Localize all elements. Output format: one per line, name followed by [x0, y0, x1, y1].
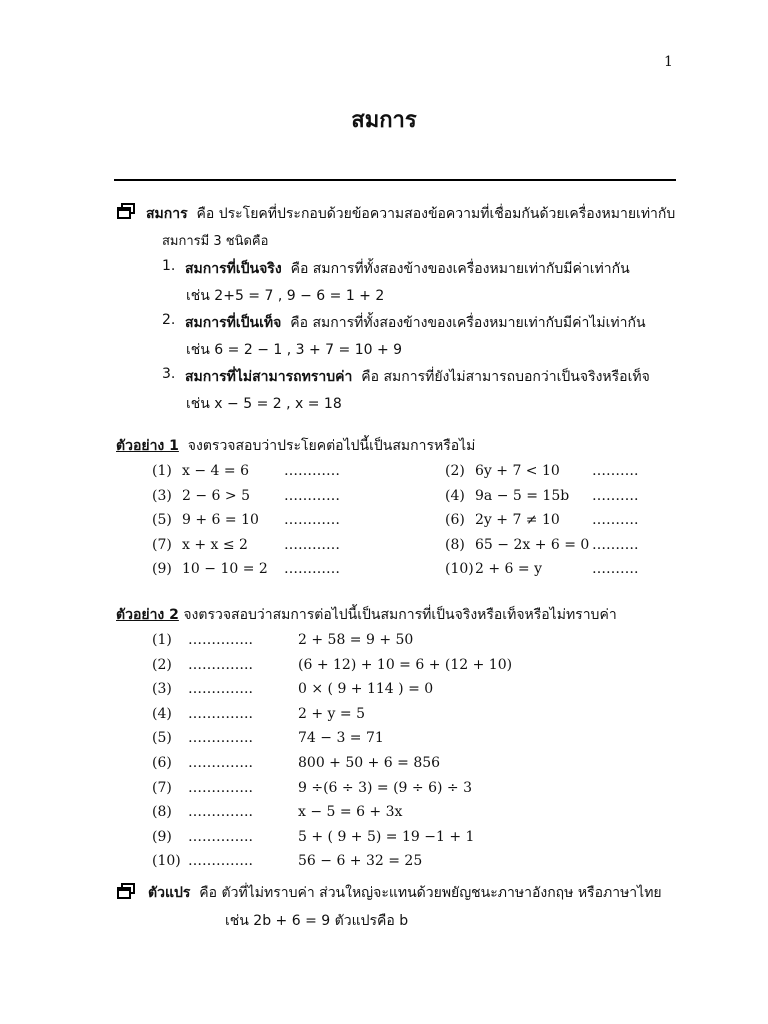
type-number: 2. [162, 312, 176, 328]
example2-item-answer-blank: ………….. [188, 656, 253, 673]
example1-item-number: (1) [152, 463, 172, 479]
type-example: เช่น x − 5 = 2 , x = 18 [186, 396, 342, 412]
type-desc: คือ สมการที่ทั้งสองข้างของเครื่องหมายเท่ากับมีค่าไม่เท่ากัน [290, 315, 646, 331]
example2-text: จงตรวจสอบว่าสมการต่อไปนี้เป็นสมการที่เป็นจริงหรือเท็จหรือไม่ทราบค่า [183, 607, 617, 623]
example1-item-answer-blank: ………. [592, 561, 639, 577]
definition-line [146, 203, 675, 225]
type-line [185, 312, 646, 334]
example2-item-number: (8) [152, 804, 172, 821]
example1-item-answer-blank: ………… [284, 463, 340, 479]
example1-item-answer-blank: ………… [284, 488, 340, 504]
example1-item-number: (4) [445, 488, 465, 504]
type-term: สมการที่เป็นเท็จ [185, 315, 282, 331]
example2-item-answer-blank: ………….. [188, 828, 253, 845]
example1-item-answer-blank: ………… [284, 561, 340, 577]
variable-line [148, 882, 662, 904]
variable-text: คือ ตัวที่ไม่ทราบค่า ส่วนใหญ่จะแทนด้วยพยัญชนะภาษาอังกฤษ หรือภาษาไทย [199, 885, 662, 901]
example2-item-expression: x − 5 = 6 + 3x [298, 804, 403, 821]
title-divider [114, 179, 676, 181]
example2-label: ตัวอย่าง 2 [116, 607, 179, 623]
example2-item-expression: (6 + 12) + 10 = 6 + (12 + 10) [298, 656, 513, 673]
example1-item-expression: 2 − 6 > 5 [182, 488, 250, 504]
example1-item-number: (10) [445, 561, 474, 577]
example1-item-answer-blank: ………. [592, 537, 639, 553]
example1-item-number: (9) [152, 561, 172, 577]
example2-item-answer-blank: ………….. [188, 632, 253, 648]
example1-item-answer-blank: ………. [592, 488, 639, 504]
window-bullet-icon [116, 883, 136, 899]
example1-item-expression: 6y + 7 < 10 [475, 463, 560, 479]
example2-item-expression: 2 + 58 = 9 + 50 [298, 632, 414, 648]
variable-example: เช่น 2b + 6 = 9 ตัวแปรคือ b [225, 913, 409, 929]
example1-item-number: (2) [445, 463, 465, 479]
example2-item-answer-blank: ………….. [188, 853, 253, 870]
example2-item-number: (4) [152, 705, 172, 722]
example2-item-expression: 800 + 50 + 6 = 856 [298, 755, 441, 771]
type-term: สมการที่เป็นจริง [185, 261, 282, 277]
page-title: สมการ [351, 108, 417, 133]
example1-item-answer-blank: ………… [284, 512, 340, 528]
page-number: 1 [664, 54, 673, 70]
example1-item-expression: 9 + 6 = 10 [182, 512, 259, 528]
example2-item-number: (1) [152, 632, 172, 648]
type-line [185, 366, 650, 388]
type-desc: คือ สมการที่ทั้งสองข้างของเครื่องหมายเท่ากับมีค่าเท่ากัน [290, 261, 630, 277]
example2-item-answer-blank: ………….. [188, 755, 253, 771]
definition-term: สมการ [146, 206, 188, 222]
variable-term: ตัวแปร [148, 885, 191, 901]
example2-item-number: (10) [152, 853, 181, 870]
example1-item-number: (3) [152, 488, 172, 504]
example2-item-answer-blank: ………….. [188, 705, 253, 722]
example2-item-expression: 2 + y = 5 [298, 705, 365, 722]
example2-heading [116, 604, 617, 626]
example2-item-answer-blank: ………….. [188, 730, 253, 747]
example1-item-expression: x + x ≤ 2 [182, 537, 248, 553]
example2-item-number: (9) [152, 828, 172, 845]
type-number: 1. [162, 258, 176, 274]
example1-item-answer-blank: ………. [592, 512, 639, 528]
type-example: เช่น 2+5 = 7 , 9 − 6 = 1 + 2 [186, 288, 385, 304]
example2-item-expression: 56 − 6 + 32 = 25 [298, 853, 423, 870]
example2-item-answer-blank: ………….. [188, 804, 253, 821]
window-bullet-icon [116, 203, 136, 219]
example2-item-expression: 5 + ( 9 + 5) = 19 −1 + 1 [298, 828, 475, 845]
type-line [185, 258, 630, 280]
example1-item-number: (5) [152, 512, 172, 528]
example1-item-expression: 2 + 6 = y [475, 561, 542, 577]
example1-item-expression: 10 − 10 = 2 [182, 561, 268, 577]
example1-label: ตัวอย่าง 1 [116, 438, 179, 454]
types-intro: สมการมี 3 ชนิดคือ [162, 234, 269, 249]
example2-item-number: (7) [152, 779, 172, 796]
example1-text: จงตรวจสอบว่าประโยคต่อไปนี้เป็นสมการหรือไม่ [187, 438, 476, 454]
example1-item-number: (6) [445, 512, 465, 528]
example1-item-expression: 9a − 5 = 15b [475, 488, 570, 504]
example1-item-answer-blank: ………… [284, 537, 340, 553]
example2-item-answer-blank: ………….. [188, 681, 253, 698]
example1-item-number: (7) [152, 537, 172, 553]
example2-item-expression: 9 ÷(6 ÷ 3) = (9 ÷ 6) ÷ 3 [298, 779, 472, 796]
type-example: เช่น 6 = 2 − 1 , 3 + 7 = 10 + 9 [186, 342, 403, 358]
example2-item-number: (6) [152, 755, 172, 771]
type-number: 3. [162, 366, 176, 382]
example2-item-answer-blank: ………….. [188, 779, 253, 796]
example2-item-expression: 74 − 3 = 71 [298, 730, 384, 747]
type-desc: คือ สมการที่ยังไม่สามารถบอกว่าเป็นจริงหรือเท็จ [361, 369, 650, 385]
definition-text: คือ ประโยคที่ประกอบด้วยข้อความสองข้อความที่เชื่อมกันด้วยเครื่องหมายเท่ากับ [196, 206, 676, 222]
example2-item-number: (5) [152, 730, 172, 747]
example1-item-expression: x − 4 = 6 [182, 463, 249, 479]
example1-item-expression: 2y + 7 ≠ 10 [475, 512, 560, 528]
example2-item-number: (3) [152, 681, 172, 698]
example2-item-expression: 0 × ( 9 + 114 ) = 0 [298, 681, 434, 698]
example1-heading [116, 435, 475, 457]
example1-item-number: (8) [445, 537, 465, 553]
example1-item-answer-blank: ………. [592, 463, 639, 479]
type-term: สมการที่ไม่สามารถทราบค่า [185, 369, 353, 385]
example1-item-expression: 65 − 2x + 6 = 0 [475, 537, 590, 553]
example2-item-number: (2) [152, 656, 172, 673]
